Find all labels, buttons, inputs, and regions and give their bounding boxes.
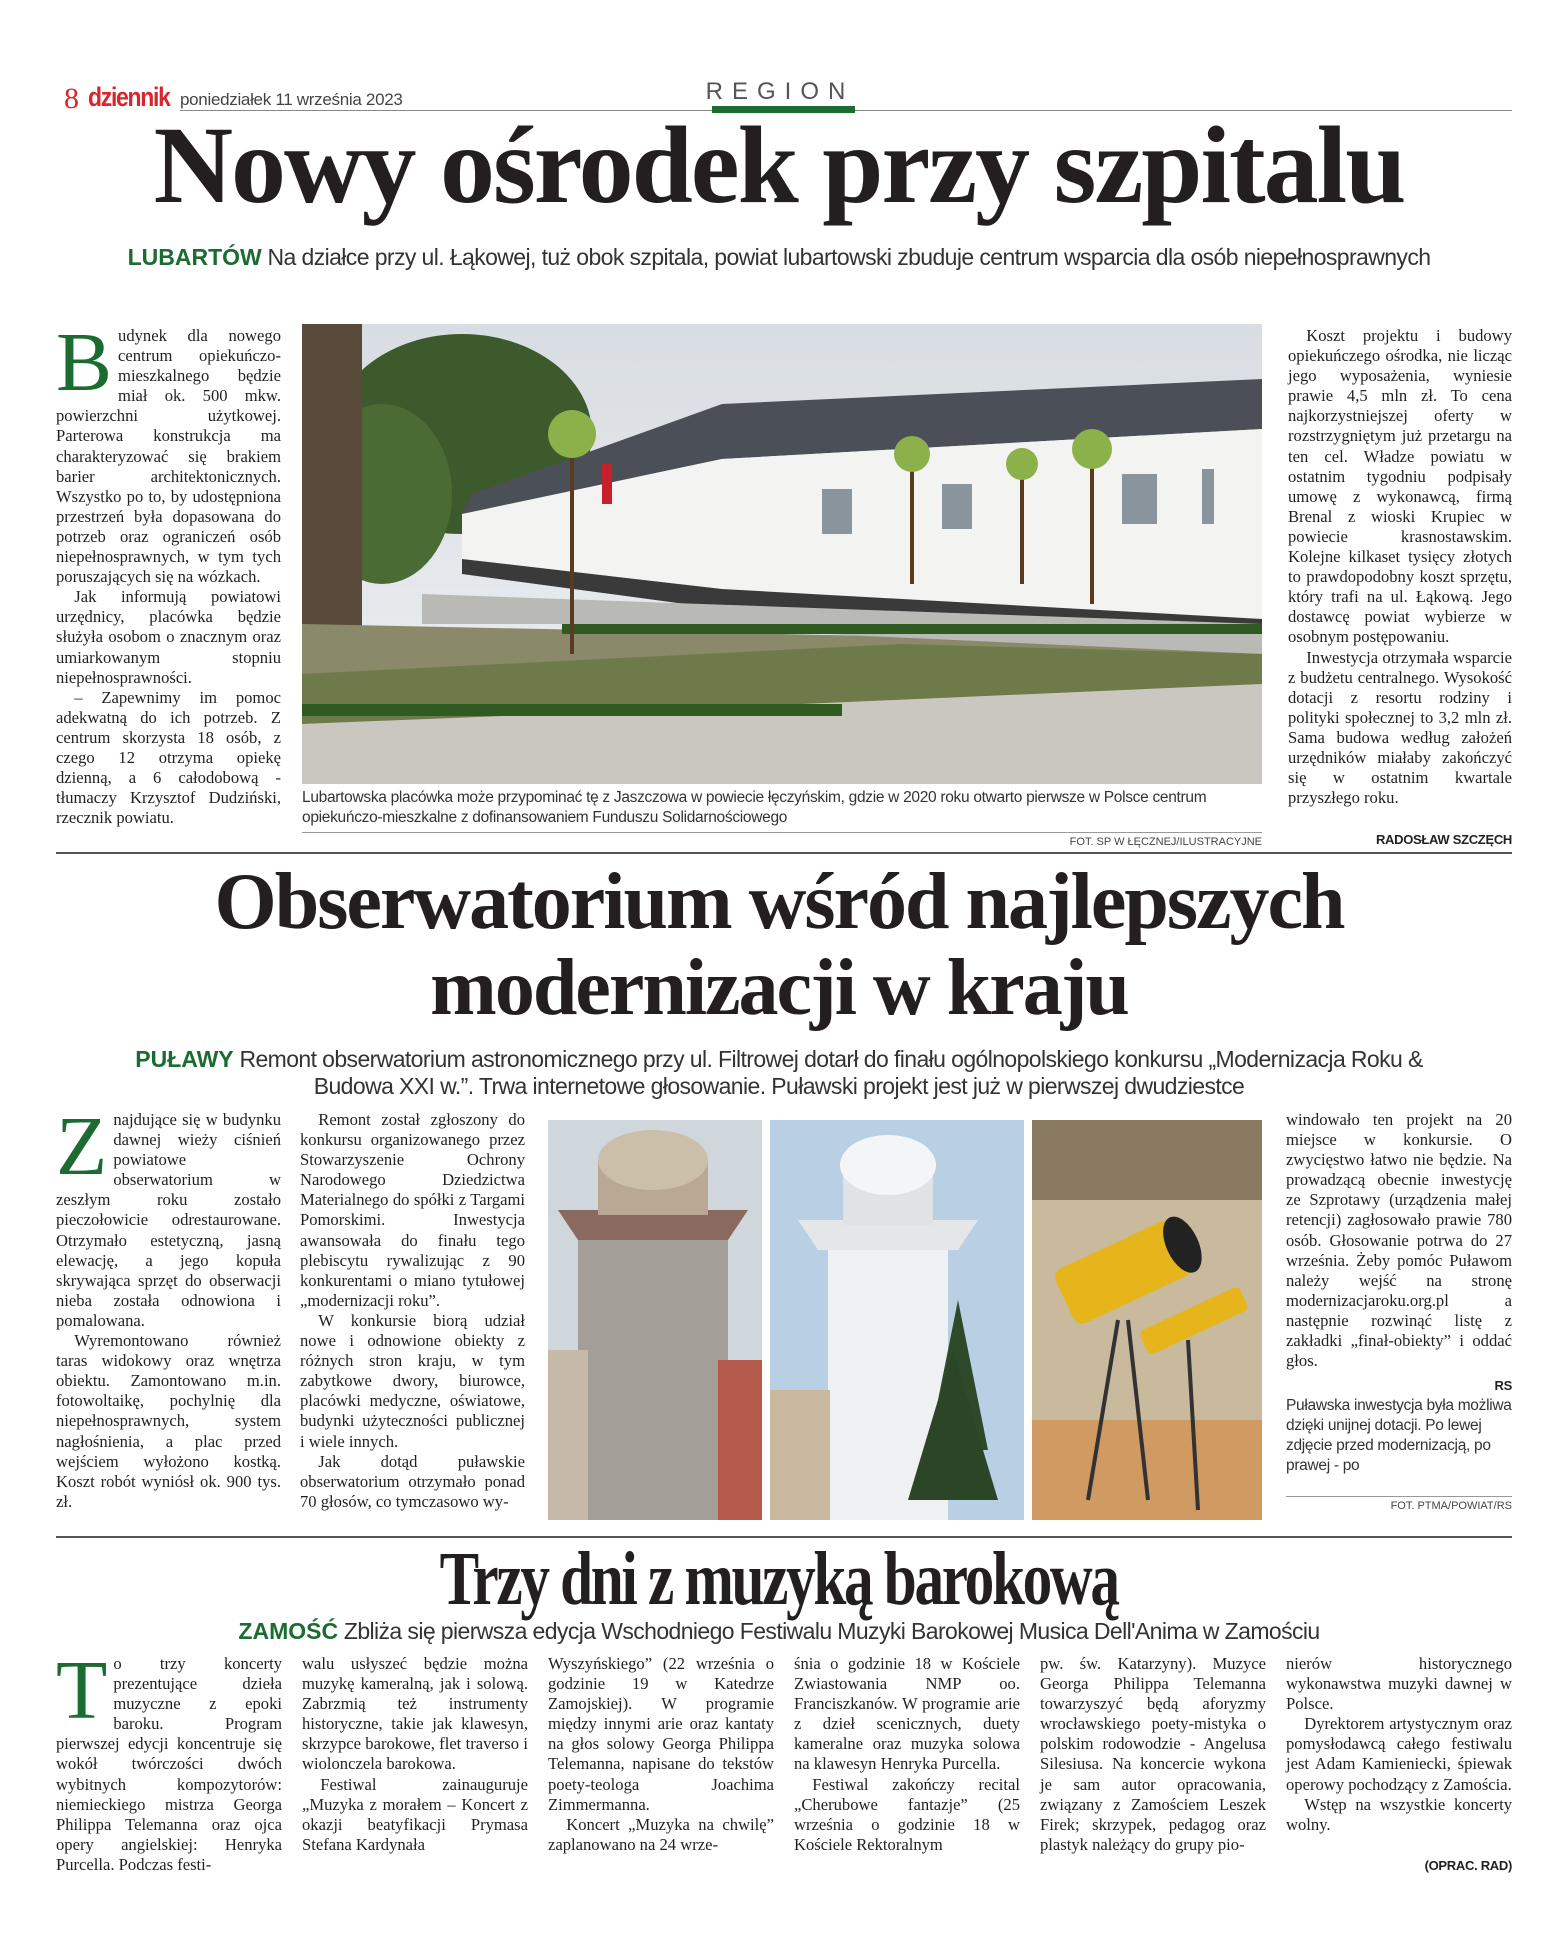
- paragraph: [56, 1644, 282, 1875]
- page-number: 8: [64, 82, 79, 115]
- article1-column-right: [1288, 326, 1512, 808]
- article3-column-6: [1286, 1654, 1512, 1835]
- article2-column-1: [56, 1100, 281, 1512]
- newspaper-logo: dziennik: [88, 82, 170, 112]
- article2-column-3: [1286, 1110, 1512, 1371]
- article3-author: (OPRAC. RAD): [1424, 1858, 1512, 1873]
- article1-author: RADOSŁAW SZCZĘCH: [1375, 832, 1512, 847]
- paragraph: Wyszyńskiego” (22 września o godzinie 19 w Katedrze Zamojskiej). W programie między innymi arie oraz kantaty na głos solowy Georga Philippa Telemanna, napisane do tekstów poety-teologa Joachima Zimmermanna.: [548, 1654, 774, 1814]
- article2-author: RS: [1494, 1378, 1512, 1393]
- paragraph-text: udynek dla nowego centrum opiekuńczo-mieszkalnego będzie miał ok. 500 mkw. powierzchni użytkowej. Parterowa konstrukcja ma charakteryzować się brakiem barier architektonicznych. Wszystko po to, by udostępniona przestrzeń była dopasowana do potrzeb oraz ograniczeń osób niepełnosprawnych, w tym tych poruszających się na wózkach.: [56, 326, 281, 587]
- paragraph: [56, 1100, 281, 1331]
- article2-column-2: [300, 1110, 525, 1512]
- paragraph: windowało ten projekt na 20 miejsce w konkursie. O zwycięstwo łatwo nie będzie. Na prowadzącą obecnie inwestycję ze Szprotawy (urządzenia małej retencji) zagłosowało prawie 780 osób. Głosowanie potrwa do 27 września. Żeby pomóc Puławom należy wejść na stronę modernizacjaroku.org.pl a następnie rozwinąć listę z zakładki „finał-obiekty” i oddać głos.: [1286, 1110, 1512, 1371]
- paragraph: nierów historycznego wykonawstwa muzyki dawnej w Polsce.: [1286, 1654, 1512, 1714]
- article3-column-3: [548, 1654, 774, 1855]
- article3-headline: [0, 1536, 1558, 1622]
- article3-lead: [100, 1618, 1458, 1645]
- article1-headline: Nowy ośrodek przy szpitalu: [153, 104, 1405, 226]
- paragraph-text: o trzy koncerty prezentujące dzieła muzyczne z epoki baroku. Program pierwszej edycji koncentruje się wokół twórczości dwóch wybitnych kompozytorów: niemieckiego mistrza Georga Philippa Telemanna oraz ojca opery angielskiej: Henryka Purcella. Podczas festi-: [56, 1654, 282, 1874]
- article1-photo-credit: FOT. SP W ŁĘCZNEJ/ILUSTRACYJNE: [1069, 836, 1262, 848]
- article2-location: PUŁAWY: [135, 1046, 234, 1072]
- article1-photo: [302, 324, 1262, 784]
- article2-photo-caption: Puławska inwestycja była możliwa dzięki unijnej dotacji. Po lewej zdjęcie przed modernizacją, po prawej - po: [1286, 1397, 1512, 1474]
- article1-lead: [100, 244, 1458, 271]
- article1-lead-text: Na działce przy ul. Łąkowej, tuż obok szpitala, powiat lubartowski zbuduje centrum wsparcia dla osób niepełnosprawnych: [267, 244, 1431, 270]
- article1-photo-caption: Lubartowska placówka może przypominać tę z Jaszczowa w powiecie łęczyńskim, gdzie w 2020 roku otwarto pierwsze w Polsce centrum opiekuńczo-mieszkalne z dofinansowaniem Funduszu Solidarnościowego: [302, 789, 1207, 826]
- article2-lead-text: Remont obserwatorium astronomicznego przy ul. Filtrowej dotarł do finału ogólnopolskiego konkursu „Modernizacja Roku & Budowa XXI w.”. Trwa internetowe głosowanie. Puławski projekt jest już w pierwszej dwudziestce: [239, 1046, 1423, 1099]
- article3-column-5: [1040, 1654, 1266, 1855]
- paragraph: Dyrektorem artystycznym oraz pomysłodawcą całego festiwalu jest Adam Kamieniecki, śpiewak operowy pochodzący z Zamościa.: [1286, 1714, 1512, 1794]
- article2-photo-credit: FOT. PTMA/POWIAT/RS: [1390, 1500, 1512, 1512]
- paragraph: śnia o godzinie 18 w Kościele Zwiastowania NMP oo. Franciszkanów. W programie arie z dzieł scenicznych, duety kameralne oraz muzyka solowa na klawesyn Henryka Purcella.: [794, 1654, 1020, 1774]
- drop-cap: T: [56, 1644, 108, 1737]
- paragraph: Wstęp na wszystkie koncerty wolny.: [1286, 1794, 1512, 1834]
- paragraph: Festiwal zainauguruje „Muzyka z morałem – Koncert z okazji beatyfikacji Prymasa Stefana Kardynała: [302, 1774, 528, 1854]
- paragraph: Jak informują powiatowi urzędnicy, placówka będzie służyła osobom o znacznym oraz umiarkowanym stopniu niepełnosprawności.: [56, 587, 281, 687]
- article3-location: ZAMOŚĆ: [238, 1618, 339, 1644]
- article2-photos: [548, 1120, 1262, 1520]
- article2-lead: [100, 1046, 1458, 1100]
- paragraph: Wyremontowano również taras widokowy oraz wnętrza obiektu. Zamontowano m.in. fotowoltaikę, pochylnię dla niepełnosprawnych, system nagłośnienia, a plac przed wejściem wyłożono kostką. Koszt robót wyniósł ok. 900 tys. zł.: [56, 1331, 281, 1511]
- paragraph: W konkursie biorą udział nowe i odnowione obiekty z różnych stron kraju, w tym zabytkowe dwory, biurowce, placówki medyczne, oświatowe, budynki użyteczności publicznej i wiele innych.: [300, 1310, 525, 1451]
- caption-rule: [302, 832, 1262, 833]
- paragraph: [56, 316, 281, 587]
- article1-location: LUBARTÓW: [127, 244, 262, 270]
- article2-headline-line1: Obserwatorium wśród najlepszych: [214, 858, 1344, 946]
- article3-headline-text: Trzy dni z muzyką barokową: [439, 1537, 1119, 1621]
- paragraph: Festiwal zakończy recital „Cherubowe fantazje” (25 września o godzinie 18 w Kościele Rektoralnym: [794, 1774, 1020, 1854]
- caption-rule: [1286, 1496, 1512, 1497]
- issue-date: poniedziałek 11 września 2023: [180, 90, 403, 109]
- paragraph: Remont został zgłoszony do konkursu organizowanego przez Stowarzyszenie Ochrony Narodowego Dziedzictwa Materialnego do spółki z Targami Pomorskimi. Inwestycja awansowała do finału tego plebiscytu rywalizując z 90 konkurentami o miano tytułowej „modernizacji roku”.: [300, 1110, 525, 1310]
- article3-column-4: [794, 1654, 1020, 1855]
- paragraph: Koncert „Muzyka na chwilę” zaplanowano na 24 wrze-: [548, 1814, 774, 1854]
- drop-cap: Z: [56, 1100, 108, 1193]
- paragraph: Jak dotąd puławskie obserwatorium otrzymało ponad 70 głosów, co tymczasowo wy-: [300, 1451, 525, 1511]
- article1-column-left: [56, 316, 281, 828]
- paragraph: Inwestycja otrzymała wsparcie z budżetu centralnego. Wysokość dotacji z resortu rodziny i polityki społecznej to 3,2 mln zł. Sama budowa według założeń urzędników miałaby zakończyć się w ostatnim kwartale przyszłego roku.: [1288, 647, 1512, 808]
- article2-headline-line2: modernizacji w kraju: [430, 944, 1128, 1032]
- article-divider: [56, 852, 1512, 854]
- paragraph-text: najdujące się w budynku dawnej wieży ciśnień powiatowe obserwatorium w zeszłym roku zostało pieczołowicie odrestaurowane. Otrzymało estetyczną, jasną elewację, a jego kopuła skrywająca sprzęt do obserwacji nieba została odnowiona i pomalowana.: [56, 1110, 281, 1330]
- drop-cap: B: [56, 316, 113, 409]
- section-label: REGION: [705, 78, 855, 105]
- paragraph: walu usłyszeć będzie można muzykę kameralną, jak i solową. Zabrzmią też instrumenty historyczne, takie jak klawesyn, skrzypce barokowe, flet traverso i wiolonczela barokowa.: [302, 1654, 528, 1774]
- paragraph: pw. św. Katarzyny). Muzyce Georga Philippa Telemanna towarzyszyć będą aforyzmy wrocławskiego poety-mistyka o polskim rodowodzie - Angelusa Silesiusa. Na koncercie wykona je sam autor opracowania, związany z Zamościem Leszek Firek; skrzypek, pedagog oraz plastyk należący do grupy pio-: [1040, 1654, 1266, 1854]
- article3-column-1: [56, 1644, 282, 1875]
- paragraph: Koszt projektu i budowy opiekuńczego ośrodka, nie licząc jego wyposażenia, wyniesie prawie 4,5 mln zł. To cena najkorzystniejszej oferty w rozstrzygniętym już przetargu na ten cel. Władze powiatu w ostatnim tygodniu podpisały umowę z wykonawcą, firmą Brenal z wioski Krupiec w powiecie krasnostawskim. Kolejne kilkaset tysięcy złotych to prawdopodobny koszt sprzętu, który trafi na ul. Łąkową. Jego dostawcę powiat wybierze w osobnym postępowaniu.: [1288, 326, 1512, 647]
- article3-column-2: [302, 1654, 528, 1855]
- paragraph: – Zapewnimy im pomoc adekwatną do ich potrzeb. Z centrum skorzysta 18 osób, z czego 12 otrzyma opiekę dzienną, a 6 całodobową - tłumaczy Krzysztof Dudziński, rzecznik powiatu.: [56, 687, 281, 828]
- article3-lead-text: Zbliża się pierwsza edycja Wschodniego Festiwalu Muzyki Barokowej Musica Dell'Anima w Zamościu: [343, 1618, 1320, 1644]
